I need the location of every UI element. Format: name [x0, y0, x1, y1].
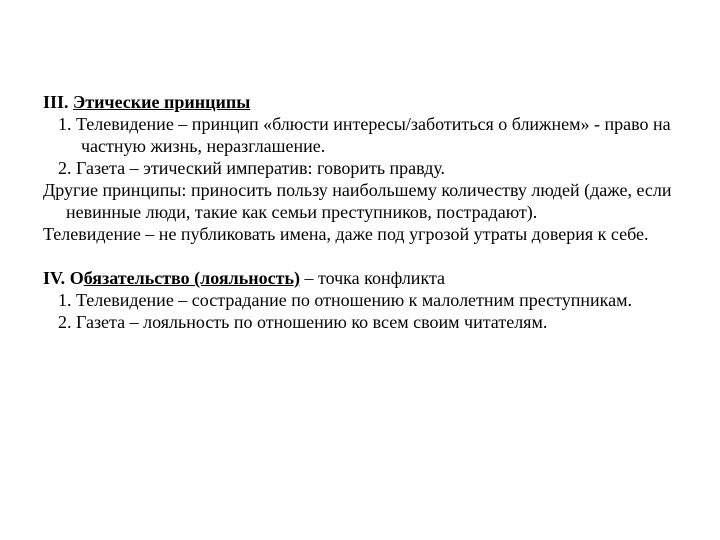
section-4-title-suffix: – точка конфликта — [299, 268, 446, 288]
section-3-tv-note: Телевидение – не публиковать имена, даже под угрозой утраты доверия к себе. — [43, 224, 649, 244]
section-4-heading — [43, 267, 683, 289]
slide-content — [43, 91, 683, 333]
section-3-number: III. — [43, 92, 69, 112]
section-3-heading — [43, 91, 683, 113]
section-4-item-2: 2. Газета – лояльность по отношению ко всем своим читателям. — [58, 312, 548, 332]
section-4-title-prefix: О — [69, 268, 84, 288]
section-3-other-principles: Другие принципы: приносить пользу наибольшему количеству людей (даже, если невинные люди, такие как семьи преступников, пострадают). — [43, 180, 672, 222]
section-spacer — [43, 245, 683, 267]
section-4-number: IV. — [43, 268, 66, 288]
section-4-title-underlined: бязательство (лояльность) — [83, 268, 300, 288]
section-3-item-2: 2. Газета – этический императив: говорить правду. — [58, 158, 446, 178]
section-3-item-1: 1. Телевидение – принцип «блюсти интересы/заботиться о ближнем» - право на частную жизнь, неразглашение. — [58, 114, 671, 156]
section-4-item-1: 1. Телевидение – сострадание по отношению к малолетним преступникам. — [58, 290, 633, 310]
section-3-title: Этические принципы — [73, 92, 251, 112]
